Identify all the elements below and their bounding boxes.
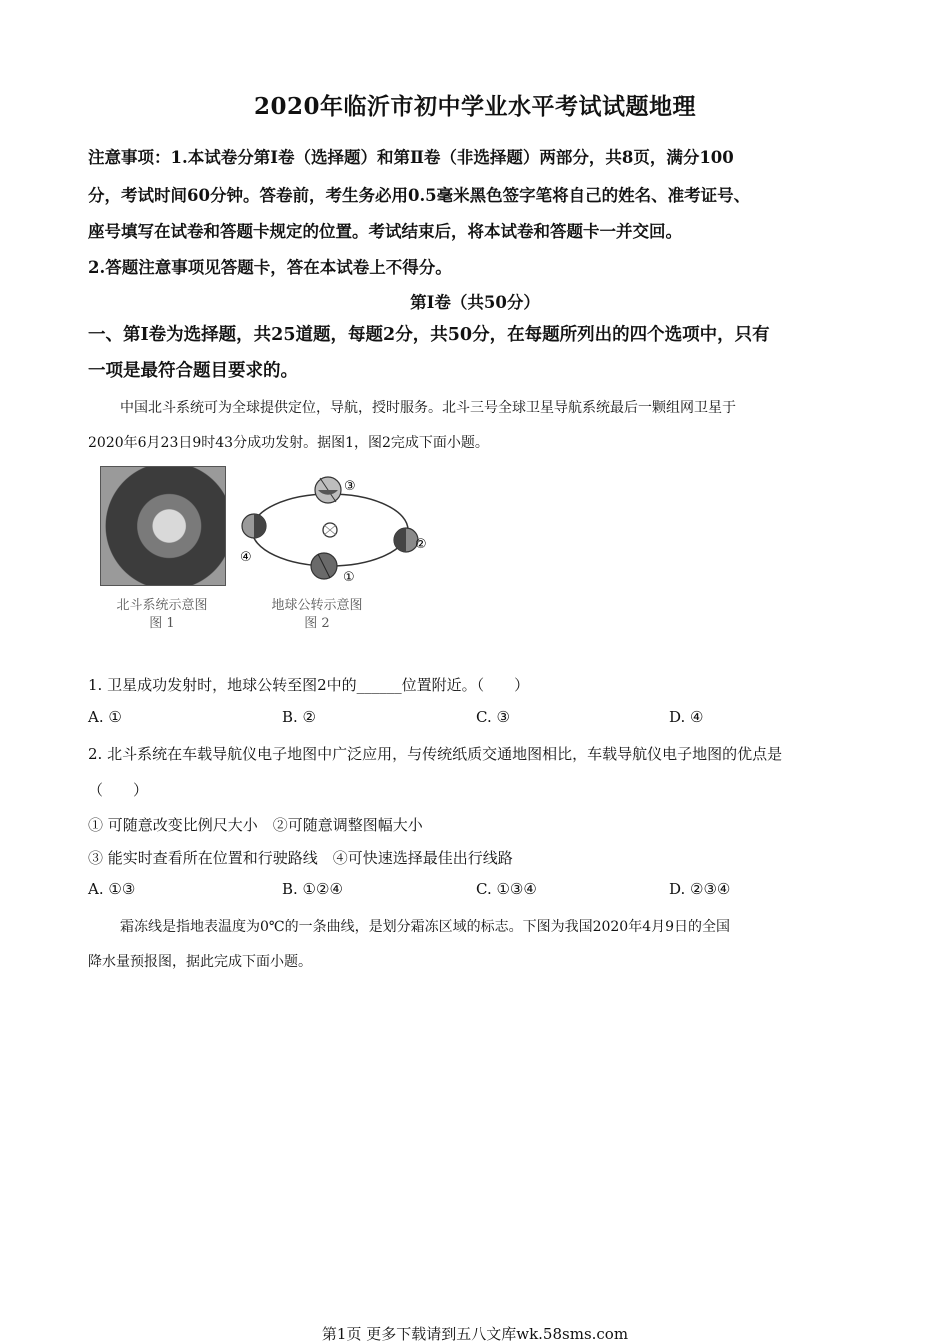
passage2-line-2: 降水量预报图，据此完成下面小题。 [88,954,312,970]
figure1-caption-number: 图 1 [149,616,175,631]
q1-option-a[interactable]: A. ① [88,708,122,726]
question-1-stem: 1. 卫星成功发射时，地球公转至图2中的______位置附近。（ ） [88,676,530,694]
orbit-label-2: ② [415,537,427,552]
question-2-stem-cont: （ ） [88,781,149,799]
passage1-line-2: 2020年6月23日9时43分成功发射。据图1，图2完成下面小题。 [88,435,489,451]
beidou-system-figure [100,466,226,586]
page-title: 2020年临沂市初中学业水平考试试题地理 [253,93,696,120]
figure1-caption [97,597,227,633]
earth-position-left [242,514,266,538]
section1-line-1: 一、第Ⅰ卷为选择题，共25道题，每题2分，共50分，在每题所列出的四个选项中，只有 [88,325,770,345]
notice-line-1: 注意事项：1.本试卷分第Ⅰ卷（选择题）和第Ⅱ卷（非选择题）两部分，共8页，满分100 [88,148,734,167]
earth-position-top [315,477,341,503]
notice-line-3: 座号填写在试卷和答题卡规定的位置。考试结束后，将本试卷和答题卡一并交回。 [88,222,682,241]
notice-line-4: 2.答题注意事项见答题卡，答在本试卷上不得分。 [88,258,452,277]
q2-option-c[interactable]: C. ①③④ [476,880,537,898]
passage1-line-1: 中国北斗系统可为全球提供定位，导航，授时服务。北斗三号全球卫星导航系统最后一颗组网卫星于 [120,400,736,416]
q1-option-c[interactable]: C. ③ [476,708,510,726]
q2-option-b[interactable]: B. ①②④ [282,880,343,898]
q2-option-d[interactable]: D. ②③④ [669,880,731,898]
page-footer: 第1页 更多下载请到五八文库wk.58sms.com [321,1325,629,1343]
orbit-label-4: ④ [240,550,252,565]
figure2-caption-title: 地球公转示意图 [271,598,363,613]
earth-revolution-diagram [240,468,430,588]
orbit-label-1: ① [343,570,355,585]
question-2-item-2: ③ 能实时查看所在位置和行驶路线 ④可快速选择最佳出行线路 [88,849,513,867]
q1-option-d[interactable]: D. ④ [669,708,704,726]
earth-position-bottom [311,553,337,579]
q2-option-a[interactable]: A. ①③ [88,880,136,898]
orbit-label-3: ③ [344,479,356,494]
figure1-caption-title: 北斗系统示意图 [116,598,208,613]
question-2-item-1: ① 可随意改变比例尺大小 ②可随意调整图幅大小 [88,816,423,834]
notice-line-2: 分，考试时间60分钟。答卷前，考生务必用0.5毫米黑色签字笔将自己的姓名、准考证号、 [88,186,751,205]
figure2-caption-number: 图 2 [304,616,330,631]
section1-line-2: 一项是最符合题目要求的。 [88,361,298,381]
part1-heading: 第Ⅰ卷（共50分） [410,293,540,312]
passage2-line-1: 霜冻线是指地表温度为0℃的一条曲线，是划分霜冻区域的标志。下图为我国2020年4月9日的全国 [120,919,731,935]
figure2-caption [252,597,382,633]
q1-option-b[interactable]: B. ② [282,708,317,726]
question-2-stem: 2. 北斗系统在车载导航仪电子地图中广泛应用，与传统纸质交通地图相比，车载导航仪电子地图的优点是 [88,745,783,763]
